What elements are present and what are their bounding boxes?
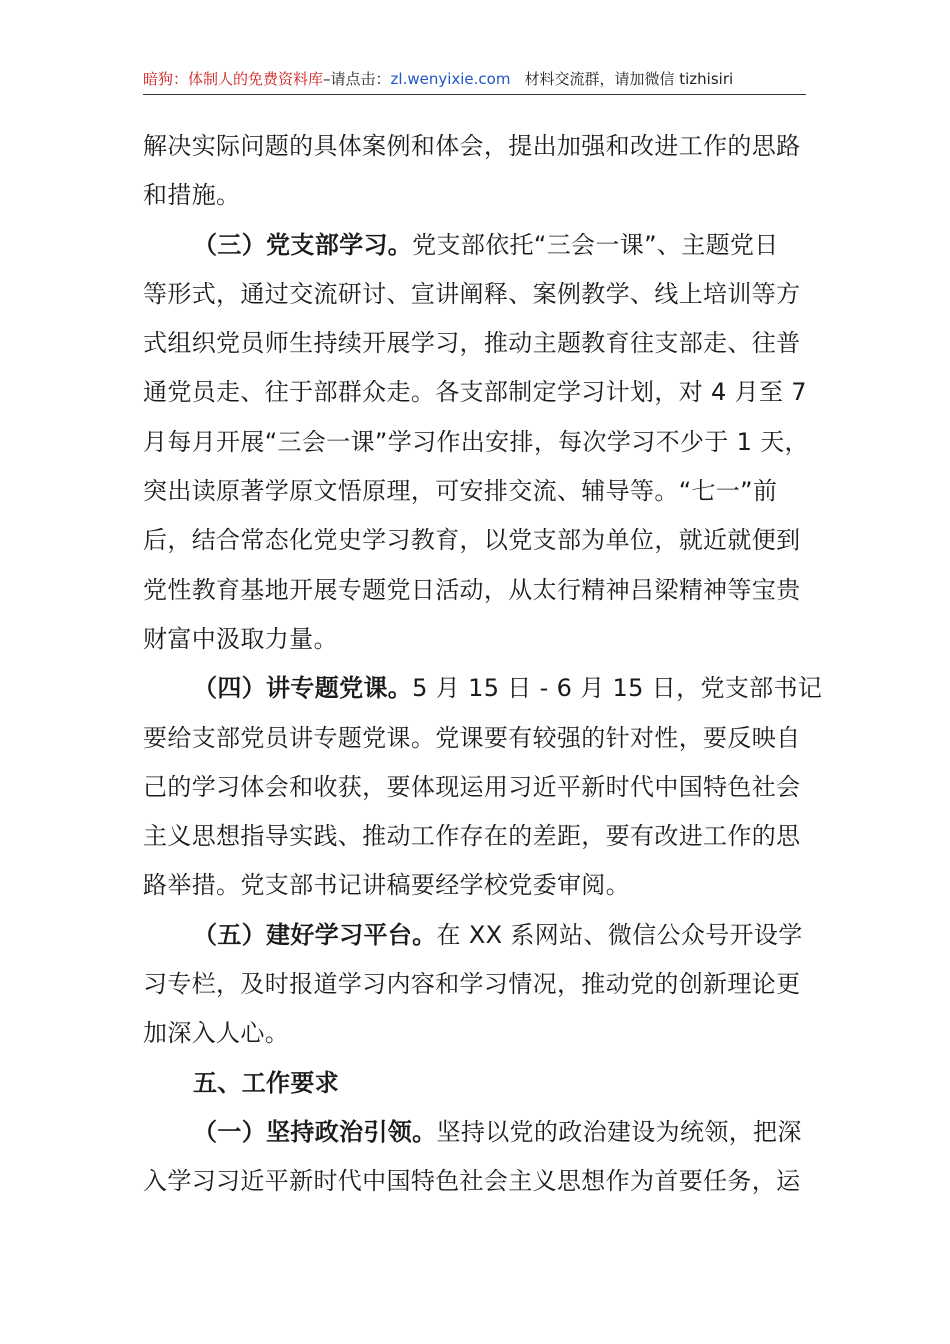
body-text: 和措施。 [143, 181, 241, 210]
text-line [143, 911, 803, 960]
text-line [143, 812, 803, 861]
text-line [143, 1157, 803, 1206]
text-line [143, 960, 803, 1009]
text-line [143, 1059, 803, 1108]
text-line [143, 418, 809, 467]
body-text: 路举措。党支部书记讲稿要经学校党委审阅。 [143, 871, 630, 900]
text-line [143, 319, 803, 368]
text-line [143, 664, 823, 713]
section-heading: （五）建好学习平台。 [193, 920, 437, 949]
text-line [143, 763, 803, 812]
body-text: 5 月 15 日 - 6 月 15 日，党支部书记 [412, 674, 823, 703]
text-line [143, 122, 803, 171]
section-heading: 五、工作要求 [193, 1068, 340, 1097]
text-line [143, 615, 803, 664]
body-text: 月每月开展“三会一课”学习作出安排，每次学习不少于 1 天， [143, 427, 809, 456]
body-text: 党支部依托“三会一课”、主题党日 [412, 230, 779, 259]
body-text: 式组织党员师生持续开展学习，推动主题教育往支部走、往普 [143, 329, 801, 358]
body-text: 习专栏，及时报道学习内容和学习情况，推动党的创新理论更 [143, 970, 801, 999]
text-line [143, 714, 803, 763]
body-text: 坚持以党的政治建设为统领，把深 [436, 1117, 802, 1146]
body-text: 后，结合常态化党史学习教育，以党支部为单位，就近就便到 [143, 526, 801, 555]
header-brand: 暗狗：体制人的免费资料库 [143, 70, 324, 88]
body-text: 党性教育基地开展专题党日活动，从太行精神吕梁精神等宝贵 [143, 575, 801, 604]
body-text: 要给支部党员讲专题党课。党课要有较强的针对性，要反映自 [143, 723, 801, 752]
body-text: 加深入人心。 [143, 1019, 290, 1048]
section-heading: （一）坚持政治引领。 [193, 1117, 437, 1146]
header-wechat-note: 材料交流群，请加微信 tizhisiri [524, 70, 734, 88]
body-text: 等形式，通过交流研讨、宣讲阐释、案例教学、线上培训等方 [143, 279, 801, 308]
section-heading: （四）讲专题党课。 [193, 674, 413, 703]
text-line [143, 516, 803, 565]
text-line [143, 566, 803, 615]
text-line [143, 270, 803, 319]
document-body [143, 122, 823, 1207]
body-text: 财富中汲取力量。 [143, 624, 338, 653]
page-header [143, 68, 806, 95]
text-line [143, 221, 803, 270]
text-line [143, 1108, 803, 1157]
text-line [143, 861, 803, 910]
body-text: 入学习习近平新时代中国特色社会主义思想作为首要任务，运 [143, 1167, 801, 1196]
body-text: 在 XX 系网站、微信公众号开设学 [436, 920, 803, 949]
body-text: 突出读原著学原文悟原理，可安排交流、辅导等。“七一”前 [143, 477, 778, 506]
text-line [143, 1009, 803, 1058]
section-heading: （三）党支部学习。 [193, 230, 413, 259]
body-text: 解决实际问题的具体案例和体会，提出加强和改进工作的思路 [143, 132, 801, 160]
body-text: 主义思想指导实践、推动工作存在的差距，要有改进工作的思 [143, 822, 801, 851]
text-line [143, 368, 807, 417]
text-line [143, 171, 803, 220]
body-text: 通党员走、往于部群众走。各支部制定学习计划，对 4 月至 7 [143, 378, 807, 407]
body-text: 己的学习体会和收获，要体现运用习近平新时代中国特色社会 [143, 772, 801, 801]
header-link[interactable]: zl.wenyixie.com [390, 70, 511, 88]
text-line [143, 467, 803, 516]
header-prompt: –请点击： [323, 70, 391, 88]
